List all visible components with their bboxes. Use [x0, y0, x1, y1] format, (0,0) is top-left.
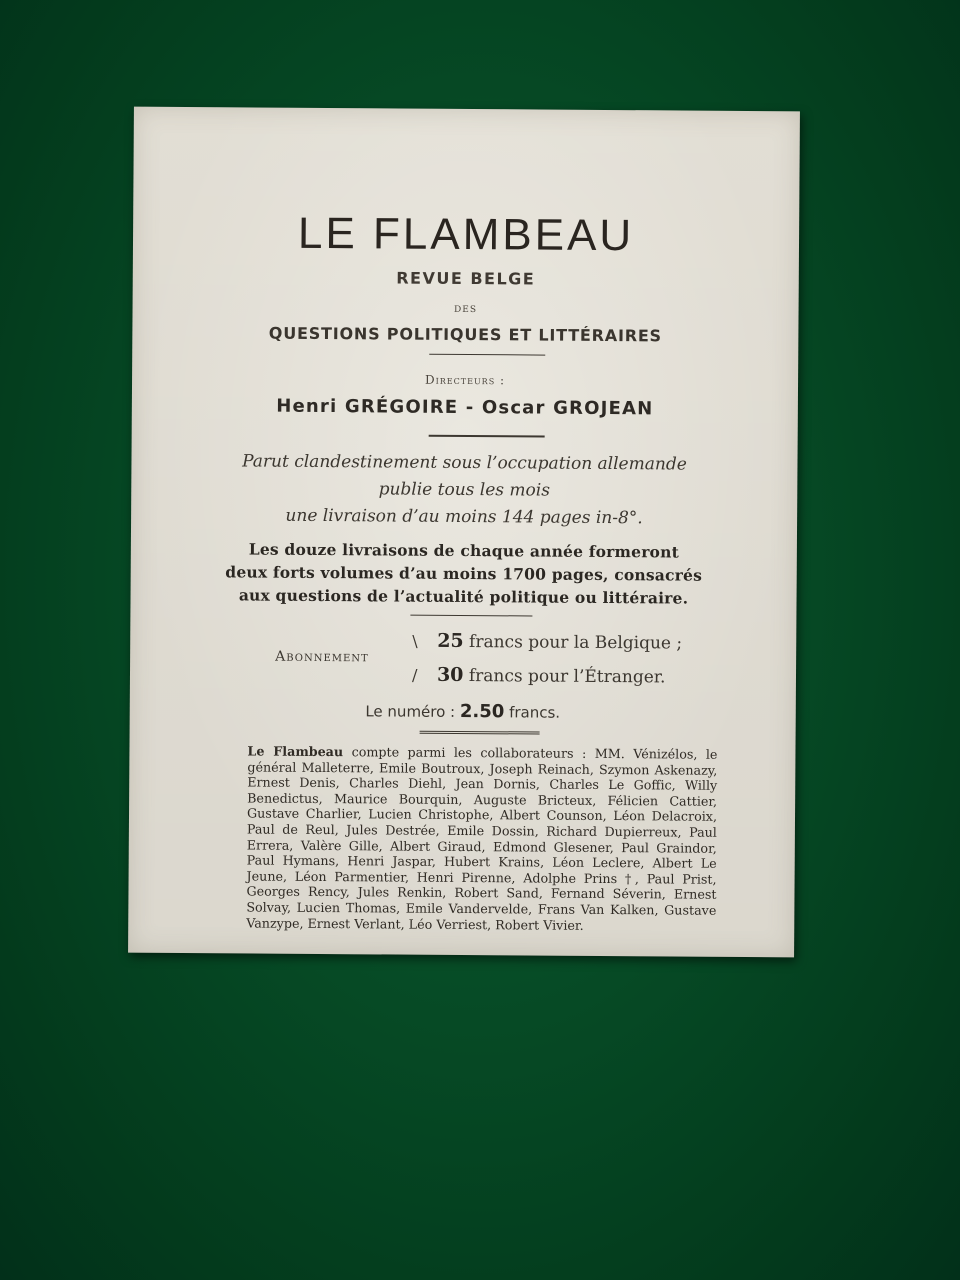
divider — [410, 615, 532, 617]
numero-prefix: Le numéro : — [365, 702, 460, 721]
volumes-line: Les douze livraisons de chaque année formeront — [248, 539, 680, 562]
single-issue-price — [130, 699, 796, 725]
numero-suffix: francs. — [504, 703, 561, 722]
journal-title: LE FLAMBEAU — [297, 208, 635, 261]
brace-bottom-icon: / — [411, 665, 418, 685]
journal-subtitle: REVUE BELGE — [396, 268, 536, 289]
des-word: DES — [454, 304, 478, 316]
description-line: une livraison d’au moins 144 pages in-8°. — [285, 505, 643, 529]
price-abroad-amount: 30 — [436, 663, 464, 686]
collaborators-intro: compte parmi les collaborateurs : MM. — [343, 744, 634, 762]
double-divider — [420, 731, 540, 735]
book-back-cover — [128, 107, 800, 958]
price-belgium-amount: 25 — [437, 629, 464, 653]
price-belgium — [437, 630, 682, 654]
numero-price: 2.50 — [459, 700, 505, 723]
description-line: publie tous les mois — [378, 479, 551, 501]
directors-names: Henri GRÉGOIRE - Oscar GROJEAN — [276, 395, 654, 420]
volumes-line: aux questions de l’actualité politique ou littéraire. — [238, 585, 689, 608]
price-belgium-text: francs pour la Belgique ; — [463, 632, 683, 654]
price-abroad-text: francs pour l’Étranger. — [463, 665, 666, 688]
directors-label: Directeurs : — [424, 372, 506, 388]
subscription-label: Abonnement — [275, 648, 369, 666]
journal-scope: QUESTIONS POLITIQUES ET LITTÉRAIRES — [268, 323, 662, 346]
brace-top-icon: \ — [412, 631, 418, 651]
divider — [429, 354, 545, 356]
description-line: Parut clandestinement sous l’occupation allemande — [242, 451, 687, 475]
collaborators-names: Vénizélos, le général Malleterre, Emile Boutroux, Joseph Reinach, Szymon Askenazy, Ernest Denis, Charles Diehl, Jean Dornis, Charles Le Goffic, Willy Benedictus, Maurice Bourquin, Auguste Bricteux, Félicien Cattier, Gustave Charlier, Lucien Christophe, Albert Counson, Léon Delacroix, Paul de Reul, Jules Destrée, Emile Dossin, Richard Dupierreux, Paul Errera, Valère Gille, Albert Giraud, Edmond Glesener, Paul Graindor, Paul Hymans, Henri Jaspar, Hubert Krains, Léon Leclere, Albert Le Jeune, Léon Parmentier, Henri Pirenne, Adolphe Prins †, Paul Prist, Georges Rency, Jules Renkin, Robert Sand, Fernand Séverin, Ernest Solvay, Lucien Thomas, Emile Vandervelde, Frans Van Kalken, Gustave Vanzype, Ernest Verlant, Léo Verriest, Robert Vivier. — [246, 746, 718, 933]
volumes-line: deux forts volumes d’au moins 1700 pages, consacrés — [225, 562, 703, 585]
price-abroad — [437, 664, 666, 688]
collaborators-paragraph — [246, 743, 717, 933]
journal-name: Le Flambeau — [247, 743, 344, 760]
divider — [429, 435, 545, 438]
